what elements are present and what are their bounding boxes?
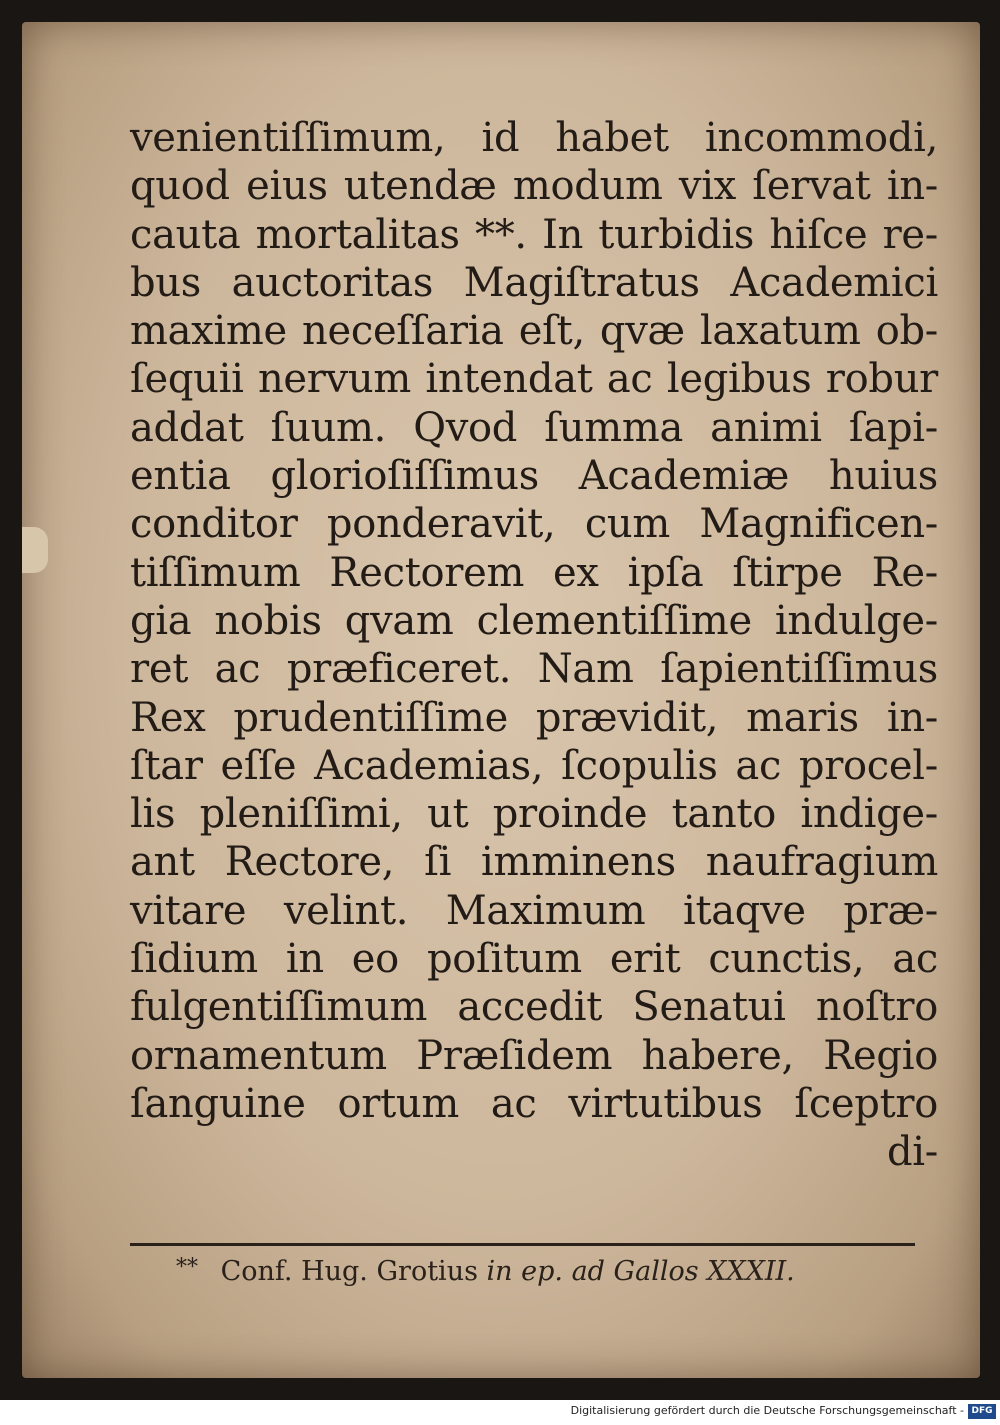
text-line: conditor ponderavit, cum Magnificen- [130, 501, 938, 548]
text-line: ſanguine ortum ac virtutibus ſceptro [130, 1080, 938, 1127]
funding-credit: Digitalisierung gefördert durch die Deutsche Forschungsgemeinschaft - [570, 1404, 964, 1417]
catchword: di- [886, 1129, 938, 1176]
text-line: gia nobis qvam clementiſſime indulge- [130, 597, 938, 644]
text-line: fulgentiſſimum accedit Senatui noſtro [130, 984, 938, 1031]
text-line: Rex prudentiſſime prævidit, maris in- [130, 694, 938, 741]
dfg-logo: DFG [968, 1404, 996, 1419]
text-line: ret ac præficeret. Nam ſapientiſſimus [130, 646, 938, 693]
text-line: entia glorioſiſſimus Academiæ huius [130, 453, 938, 500]
footnote-mark: ** [176, 1255, 198, 1280]
text-line: ſtar eſſe Academias, ſcopulis ac procel- [130, 742, 938, 789]
text-line: maxime neceſſaria eſt, qvæ laxatum ob- [130, 308, 938, 355]
footnote [176, 1255, 795, 1287]
text-line: bus auctoritas Magiſtratus Academici [130, 259, 938, 306]
text-line: quod eius utendæ modum vix ſervat in- [130, 163, 938, 210]
text-line: cauta mortalitas **. In turbidis hiſce re- [130, 211, 938, 258]
body-text [130, 114, 938, 1177]
text-line: vitare velint. Maximum itaqve præ- [130, 887, 938, 934]
text-line: ornamentum Præſidem habere, Regio [130, 1032, 938, 1079]
text-line: ſequii nervum intendat ac legibus robur [130, 356, 938, 403]
page-tab [22, 527, 48, 573]
footnote-text: Conf. Hug. Grotius [220, 1256, 478, 1287]
text-line: tiſſimum Rectorem ex ipſa ſtirpe Re- [130, 549, 938, 596]
text-line: lis pleniſſimi, ut proinde tanto indige- [130, 791, 938, 838]
text-line: addat ſuum. Qvod ſumma animi ſapi- [130, 404, 938, 451]
footer-bar [0, 1400, 1000, 1425]
footnote-italic: in ep. ad Gallos XXXII. [486, 1256, 795, 1287]
footnote-rule [130, 1243, 915, 1246]
text-line: venientiſſimum, id habet incommodi, [130, 115, 938, 161]
text-line: ſidium in eo poſitum erit cunctis, ac [130, 936, 938, 983]
text-line: ant Rectore, ſi imminens naufragium [130, 839, 938, 886]
